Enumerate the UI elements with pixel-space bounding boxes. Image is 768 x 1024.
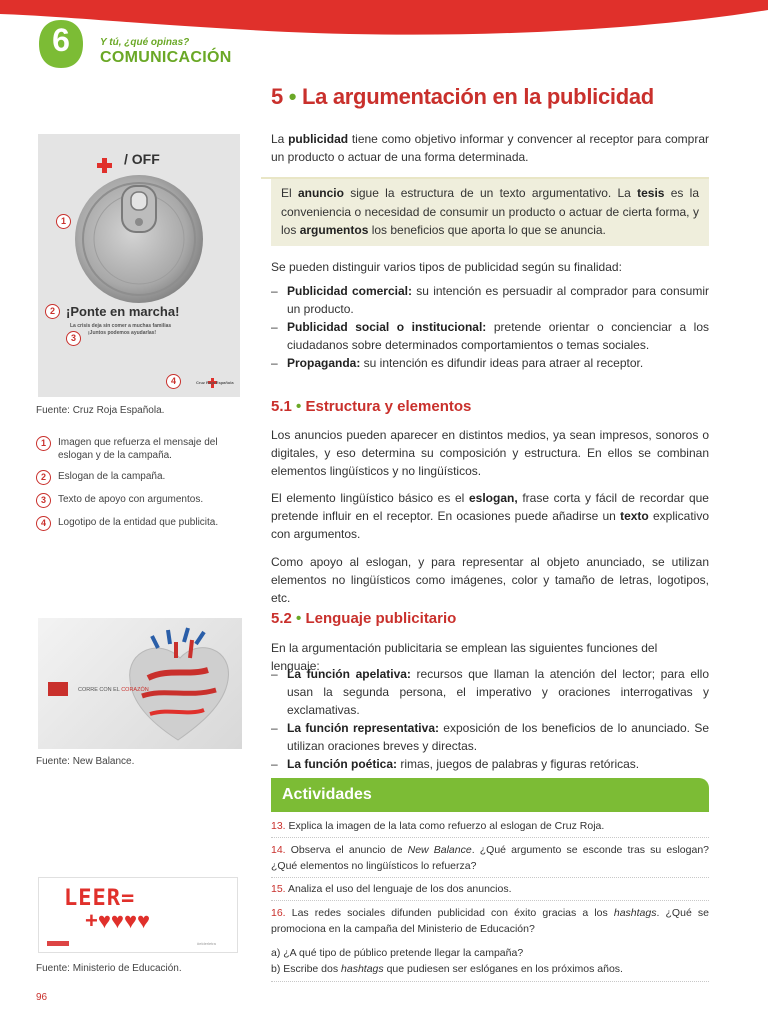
activity-number: 13.: [271, 820, 286, 832]
list-item: [271, 665, 709, 719]
activity-14: [271, 842, 709, 874]
tesis-box: [271, 177, 709, 246]
activity-italic: hashtags: [613, 907, 657, 919]
list-term: Propaganda:: [287, 356, 361, 370]
legend-item: [36, 436, 242, 462]
ad3-plus: +: [85, 908, 98, 933]
legend-text: Eslogan de la campaña.: [58, 471, 166, 482]
list-text: recursos que llaman la atención del lector; para ello usan la segunda persona, el imperativo y oraciones interrogativas y exclamativas.: [287, 667, 709, 717]
list-text: exposición de los beneficios de lo anunciado. Se utilizan oraciones breves y directas.: [287, 721, 709, 753]
s51-p2: [271, 489, 709, 543]
legend-number: 2: [36, 470, 51, 485]
legend-item: [36, 516, 242, 531]
types-intro: Se pueden distinguir varios tipos de publicidad según su finalidad:: [271, 260, 622, 274]
legend-item: [36, 470, 242, 485]
bullet-dot-icon: •: [296, 398, 302, 415]
legend-text: Texto de apoyo con argumentos.: [58, 494, 204, 505]
source-ministerio: Fuente: Ministerio de Educación.: [36, 963, 182, 974]
ad1-legend: [36, 436, 242, 539]
list-text: su intención es persuadir al comprador para consumir un producto.: [287, 284, 709, 316]
activity-number: 15.: [271, 883, 286, 895]
intro-post: tiene como objetivo informar y convencer al receptor para comprar un producto o actuar de una forma determinada.: [271, 132, 709, 164]
unit-title: COMUNICACIÓN: [100, 49, 232, 66]
section-number: 5: [271, 84, 283, 109]
divider: [271, 877, 709, 878]
ad1-subtext-line2: ¡Juntos podemos ayudarlas!: [88, 330, 157, 336]
s51-p2-text: explicativo con argumentos.: [271, 509, 709, 541]
types-list: [271, 282, 709, 372]
legend-number: 1: [36, 436, 51, 451]
ad1-brand: Cruz Roja Española: [196, 380, 234, 385]
activity-text: b) Escribe dos: [271, 963, 342, 975]
s52-intro: En la argumentación publicitaria se emplean las siguientes funciones del lenguaje:: [271, 641, 658, 673]
activity-text: Analiza el uso del lenguaje de los dos anuncios.: [287, 883, 512, 895]
activity-text: Las redes sociales difunden publicidad con éxito gracias a los: [291, 907, 614, 919]
s51-p2-text: frase corta y fácil de recordar que pretende influir en el receptor. En ocasiones puede añadirse un: [271, 491, 709, 523]
functions-list: [271, 665, 709, 773]
ministerio-logo-icon: [47, 941, 69, 946]
box-text: El: [281, 186, 298, 200]
activity-13: [271, 818, 709, 834]
bullet-dot-icon: •: [288, 84, 297, 109]
can-lid-icon: [38, 134, 240, 397]
legend-text: Logotipo de la entidad que publicita.: [58, 517, 219, 528]
ad3-line1: LEER=: [64, 886, 136, 911]
section-title-text: La argumentación en la publicidad: [301, 84, 654, 109]
activity-15: [271, 881, 709, 897]
activity-text: Explica la imagen de la lata como refuerzo al eslogan de Cruz Roja.: [288, 820, 605, 832]
list-term: Publicidad social o institucional:: [287, 320, 487, 334]
page-number: 96: [36, 992, 48, 1003]
box-keyword: tesis: [637, 186, 665, 200]
activity-text: . ¿Qué se promociona en la campaña del Ministerio de Educación?: [271, 907, 709, 935]
intro-pre: La: [271, 132, 289, 146]
activity-italic: hashtags: [341, 963, 384, 975]
intro-paragraph: [271, 130, 709, 166]
ad2-slogan: [78, 687, 149, 693]
activity-16: [271, 905, 709, 937]
ad3-line2: [85, 908, 150, 934]
callout-3: 3: [66, 331, 81, 346]
list-term: La función poética:: [287, 757, 398, 771]
list-item: [271, 354, 709, 372]
activity-16a: a) ¿A qué tipo de público pretende llegar la campaña?: [271, 947, 524, 959]
s51-keyword: eslogan,: [469, 491, 518, 505]
source-new-balance: Fuente: New Balance.: [36, 756, 135, 767]
list-text: rimas, juegos de palabras y figuras retóricas.: [397, 757, 640, 771]
callout-2: 2: [45, 304, 60, 319]
section-title: [271, 84, 654, 110]
list-item: [271, 719, 709, 755]
list-item: [271, 318, 709, 354]
legend-text: Imagen que refuerza el mensaje del eslogan y de la campaña.: [58, 437, 218, 461]
ad1-top-text: / OFF: [124, 151, 160, 167]
s51-p2-text: El elemento lingüístico básico es el: [271, 491, 469, 505]
unit-subtitle: Y tú, ¿qué opinas?: [100, 37, 190, 48]
legend-item: [36, 493, 242, 508]
ministerio-ad: [38, 877, 238, 953]
divider: [271, 837, 709, 838]
subsection-number: 5.2: [271, 610, 292, 627]
activities-title: Actividades: [282, 786, 372, 803]
list-term: La función representativa:: [287, 721, 439, 735]
callout-1: 1: [56, 214, 71, 229]
s51-keyword: texto: [620, 509, 649, 523]
subsection-title-text: Lenguaje publicitario: [305, 610, 457, 627]
divider: [271, 900, 709, 901]
box-text: sigue la estructura de un texto argumentativo. La: [343, 186, 638, 200]
activity-16b: [271, 961, 709, 977]
list-term: La función apelativa:: [287, 667, 411, 681]
legend-number: 3: [36, 493, 51, 508]
box-text: es la conveniencia o necesidad de consumir un producto o actuar de cierta forma, y los: [281, 186, 699, 237]
activity-text: . ¿Qué argumento se esconde tras su eslogan? ¿Qué elementos no lingüísticos lo refuerza?: [271, 844, 710, 872]
ad1-subtext-line1: La crisis deja sin comer a muchas familias: [70, 323, 172, 329]
list-text: su intención es difundir ideas para atraer al receptor.: [360, 356, 644, 370]
list-item: [271, 755, 709, 773]
subsection-number: 5.1: [271, 398, 292, 415]
divider: [271, 981, 709, 982]
ad2-slogan-a: CORRE CON EL: [78, 687, 122, 693]
list-item: [271, 282, 709, 318]
unit-number: 6: [52, 22, 70, 58]
heart-shoe-icon: [38, 618, 242, 749]
legend-number: 4: [36, 516, 51, 531]
subsection-title-text: Estructura y elementos: [305, 398, 472, 415]
activity-text: Observa el anuncio de: [290, 844, 408, 856]
activity-number: 16.: [271, 907, 286, 919]
box-keyword: anuncio: [297, 186, 344, 200]
bullet-dot-icon: •: [296, 610, 302, 627]
box-text: los beneficios que aporta lo que se anuncia.: [368, 223, 606, 237]
activity-text: que pudiesen ser eslóganes en los próximos años.: [383, 963, 623, 975]
cruz-roja-ad: [38, 134, 240, 397]
list-term: Publicidad comercial:: [287, 284, 412, 298]
ad1-slogan: ¡Ponte en marcha!: [66, 304, 180, 319]
subsection-title-5-1: [271, 398, 471, 415]
new-balance-ad: [38, 618, 242, 749]
s51-p1: Los anuncios pueden aparecer en distintos medios, ya sean impresos, sonoros o digitales, y eso determina su composición y estructura. En ellos se combinan elementos lingüísticos y no lingüísticos.: [271, 428, 709, 478]
activity-number: 14.: [271, 844, 286, 856]
intro-keyword: publicidad: [288, 132, 349, 146]
hearts-icon: ♥♥♥♥: [97, 908, 151, 933]
activity-italic: New Balance: [407, 844, 472, 856]
ad2-slogan-b: CORAZÓN: [121, 687, 149, 693]
ad1-subtext: [70, 323, 171, 337]
ad3-tag: #elderletra: [197, 941, 216, 946]
source-cruz-roja: Fuente: Cruz Roja Española.: [36, 405, 165, 416]
list-text: pretende orientar o concienciar a los ciudadanos sobre determinados comportamientos o temas sociales.: [287, 320, 709, 352]
subsection-title-5-2: [271, 610, 456, 627]
callout-4: 4: [166, 374, 181, 389]
box-keyword: argumentos: [299, 223, 369, 237]
s51-p3: Como apoyo al eslogan, y para representar al objeto anunciado, se utilizan elementos no lingüísticos como imágenes, color y tamaño de letras, logotipos, etc.: [271, 555, 709, 605]
